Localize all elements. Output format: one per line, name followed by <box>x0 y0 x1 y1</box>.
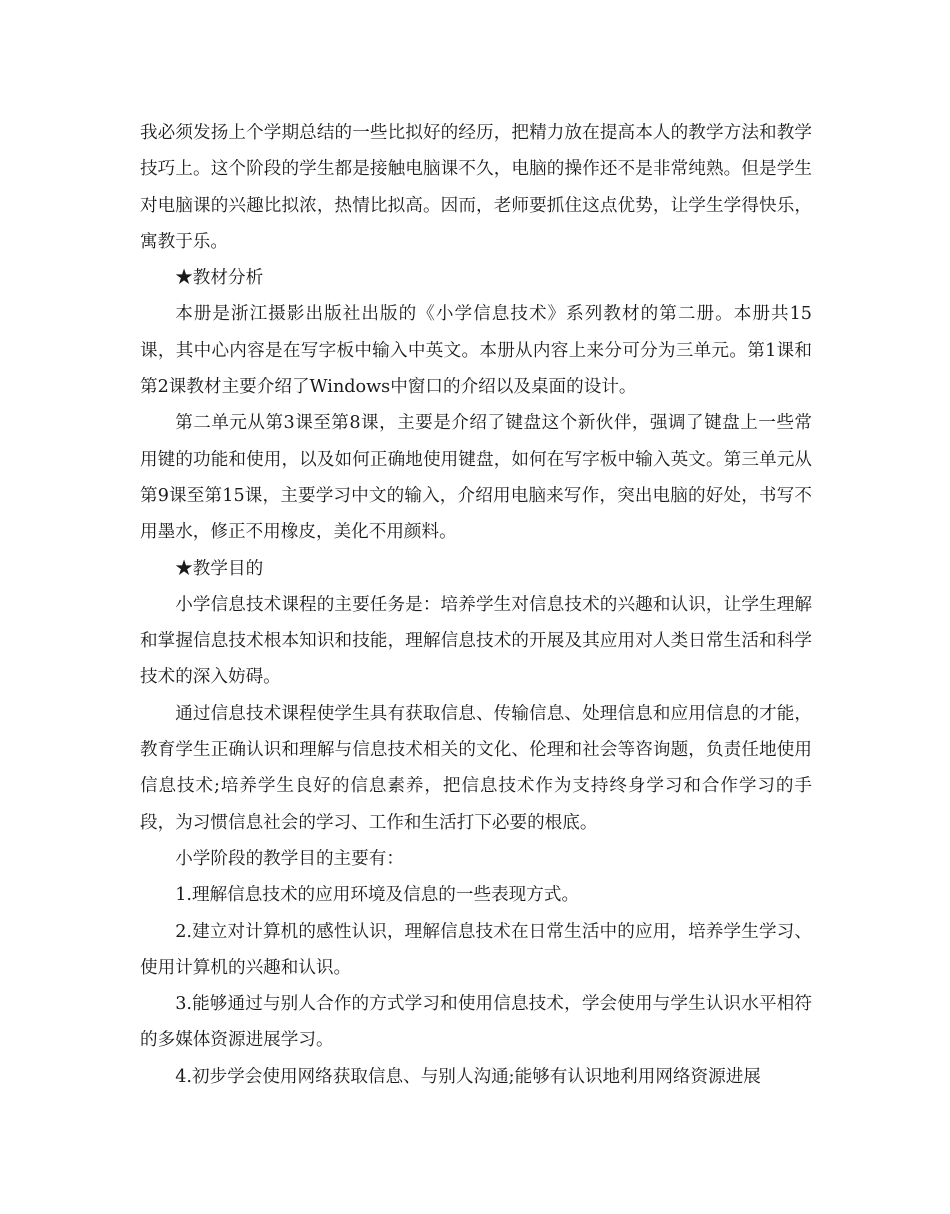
paragraph-textbook-overview: 本册是浙江摄影出版社出版的《小学信息技术》系列教材的第二册。本册共15课，其中心内容是在写字板中输入中英文。本册从内容上来分可分为三单元。第1课和第2课教材主要介绍了Windows中窗口的介绍以及桌面的设计。 <box>140 304 812 398</box>
paragraph-abilities: 通过信息技术课程使学生具有获取信息、传输信息、处理信息和应用信息的才能，教育学生正确认识和理解与信息技术相关的文化、伦理和社会等咨询题，负责任地使用信息技术;培养学生良好的信息素养，把信息技术作为支持终身学习和合作学习的手段，为习惯信息社会的学习、工作和生活打下必要的根底。 <box>140 703 812 833</box>
list-item-goal-2: 2.建立对计算机的感性认识，理解信息技术在日常生活中的应用，培养学生学习、使用计算机的兴趣和认识。 <box>140 921 812 978</box>
paragraph-units: 第二单元从第3课至第8课，主要是介绍了键盘这个新伙伴，强调了键盘上一些常用键的功能和使用，以及如何正确地使用键盘，如何在写字板中输入英文。第三单元从第9课至第15课，主要学习中文的输入，介绍用电脑来写作，突出电脑的好处，书写不用墨水，修正不用橡皮，美化不用颜料。 <box>140 413 812 543</box>
list-item-goal-3: 3.能够通过与别人合作的方式学习和使用信息技术，学会使用与学生认识水平相符的多媒体资源进展学习。 <box>140 994 812 1051</box>
document-body <box>140 115 812 1095</box>
paragraph-goals-intro: 小学阶段的教学目的主要有： <box>175 848 404 869</box>
heading-textbook-analysis: ★教材分析 <box>175 268 264 289</box>
list-item-goal-4: 4.初步学会使用网络获取信息、与别人沟通;能够有认识地利用网络资源进展 <box>175 1066 761 1087</box>
paragraph-course-tasks: 小学信息技术课程的主要任务是：培养学生对信息技术的兴趣和认识，让学生理解和掌握信息技术根本知识和技能，理解信息技术的开展及其应用对人类日常生活和科学技术的深入妨碍。 <box>140 594 812 688</box>
paragraph-intro: 我必须发扬上个学期总结的一些比拟好的经历，把精力放在提高本人的教学方法和教学技巧上。这个阶段的学生都是接触电脑课不久，电脑的操作还不是非常纯熟。但是学生对电脑课的兴趣比拟浓，热情比拟高。因而，老师要抓住这点优势，让学生学得快乐，寓教于乐。 <box>140 123 812 252</box>
list-item-goal-1: 1.理解信息技术的应用环境及信息的一些表现方式。 <box>175 885 580 906</box>
heading-teaching-goals: ★教学目的 <box>175 558 264 579</box>
